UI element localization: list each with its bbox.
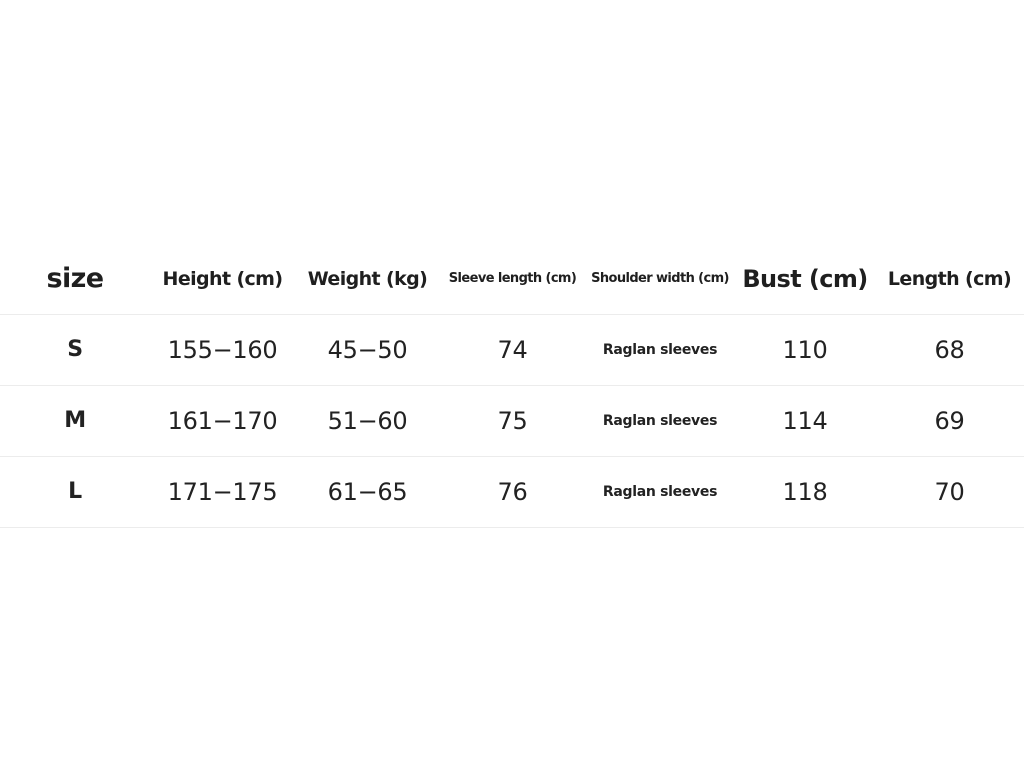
cell-size: L — [0, 456, 150, 527]
cell-weight: 45−50 — [295, 314, 440, 385]
cell-bust: 114 — [735, 385, 875, 456]
header-sleeve-length: Sleeve length (cm) — [448, 271, 577, 287]
cell-size: S — [0, 314, 150, 385]
cell-bust: 110 — [735, 314, 875, 385]
header-length: Length (cm) — [887, 267, 1012, 290]
cell-length: 69 — [875, 385, 1024, 456]
header-weight: Weight (kg) — [307, 267, 428, 290]
cell-bust: 118 — [735, 456, 875, 527]
cell-height: 171−175 — [150, 456, 295, 527]
cell-weight: 51−60 — [295, 385, 440, 456]
cell-sleeve-length: 74 — [440, 314, 585, 385]
cell-shoulder-width: Raglan sleeves — [585, 385, 735, 456]
cell-length: 68 — [875, 314, 1024, 385]
size-chart-table — [0, 244, 1024, 528]
cell-length: 70 — [875, 456, 1024, 527]
cell-height: 155−160 — [150, 314, 295, 385]
cell-height: 161−170 — [150, 385, 295, 456]
cell-size: M — [0, 385, 150, 456]
cell-sleeve-length: 75 — [440, 385, 585, 456]
cell-sleeve-length: 76 — [440, 456, 585, 527]
cell-weight: 61−65 — [295, 456, 440, 527]
cell-shoulder-width: Raglan sleeves — [585, 456, 735, 527]
cell-shoulder-width: Raglan sleeves — [585, 314, 735, 385]
table-row — [0, 314, 1024, 385]
header-bust: Bust (cm) — [742, 264, 868, 293]
header-shoulder-width: Shoulder width (cm) — [591, 271, 729, 287]
header-size: size — [46, 263, 104, 295]
table-row — [0, 456, 1024, 527]
header-row — [0, 244, 1024, 314]
table-row — [0, 385, 1024, 456]
header-height: Height (cm) — [162, 267, 283, 290]
